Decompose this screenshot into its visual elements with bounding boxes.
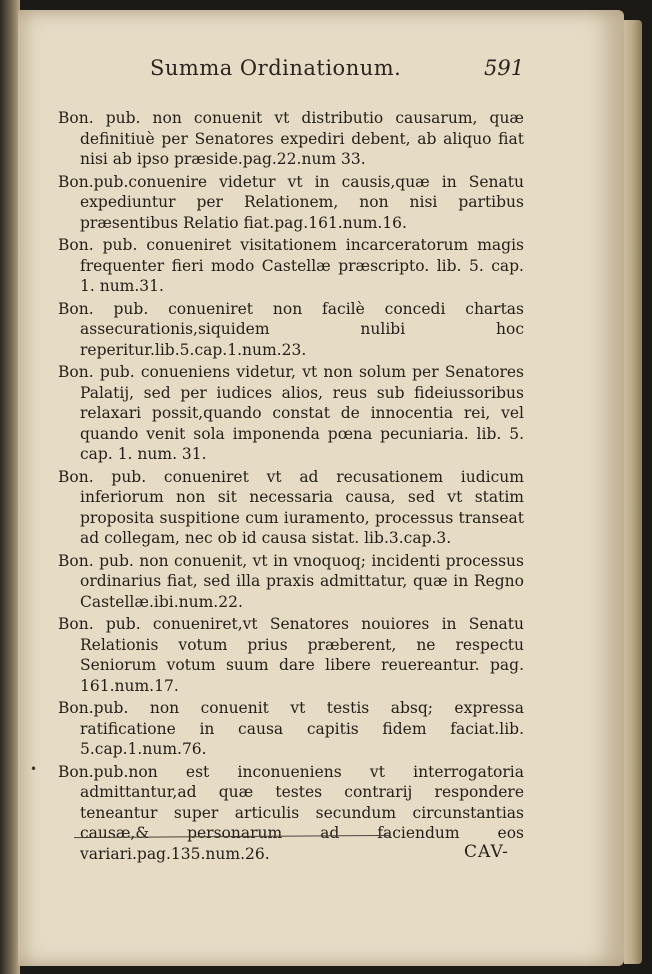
page-stack-edge: [624, 20, 642, 964]
margin-mark: •: [30, 762, 38, 776]
index-entry: Bon. pub. conueniret non facilè concedi chartas assecurationis,siquidem nulibi hoc reperitur.lib.5.cap.1.num.23.: [58, 299, 524, 359]
index-entry: Bon.pub. non conuenit vt testis absq; expressa ratificatione in causa capitis fidem faciat.lib. 5.cap.1.num.76.: [58, 699, 524, 758]
book-gutter: [0, 0, 20, 974]
running-head: Summa Ordinationum.: [150, 56, 402, 80]
index-entry: Bon. pub. non conuenit, vt in vnoquoq; incidenti processus ordinarius fiat, sed illa praxis admittatur, quæ in Regno Castellæ.ibi.num.22.: [58, 551, 524, 611]
catchword: CAV-: [464, 842, 509, 862]
index-entry: Bon.pub.non est inconueniens vt interrogatoria admittantur,ad quæ testes contrarij respondere teneantur super articulis secundum circunstantias causæ,& personarum ad faciendum eos variari.pag.135.num.26.: [58, 762, 524, 863]
page-number: 591: [484, 56, 525, 80]
index-entry: Bon. pub. conueniret visitationem incarceratorum magis frequenter fieri modo Castellæ præscripto. lib. 5. cap. 1. num.31.: [58, 236, 524, 295]
index-entry: Bon. pub. conueniret,vt Senatores nouiores in Senatu Relationis votum prius præberent, ne respectu Seniorum votum suum dare libere reuereantur. pag. 161.num.17.: [58, 615, 524, 695]
index-entries: [58, 108, 524, 866]
index-entry: Bon. pub. conueniens videtur, vt non solum per Senatores Palatij, sed per iudices alios, reus sub fideiussoribus relaxari possit,quando constat de innocentia rei, vel quando venit sola imponenda pœna pecuniaria. lib. 5. cap. 1. num. 31.: [58, 363, 524, 463]
index-entry: Bon. pub. non conuenit vt distributio causarum, quæ definitiuè per Senatores expediri debent, ab aliquo fiat nisi ab ipso præside.pag.22.num 33.: [58, 109, 524, 168]
index-entry: Bon.pub.conuenire videtur vt in causis,quæ in Senatu expediuntur per Relationem, non nisi partibus præsentibus Relatio fiat.pag.161.num.16.: [58, 172, 524, 232]
index-entry: Bon. pub. conueniret vt ad recusationem iudicum inferiorum non sit necessaria causa, sed vt statim proposita suspitione cum iuramento, processus transeat ad collegam, nec ob id causa sistat. lib.3.cap.3.: [58, 467, 524, 547]
